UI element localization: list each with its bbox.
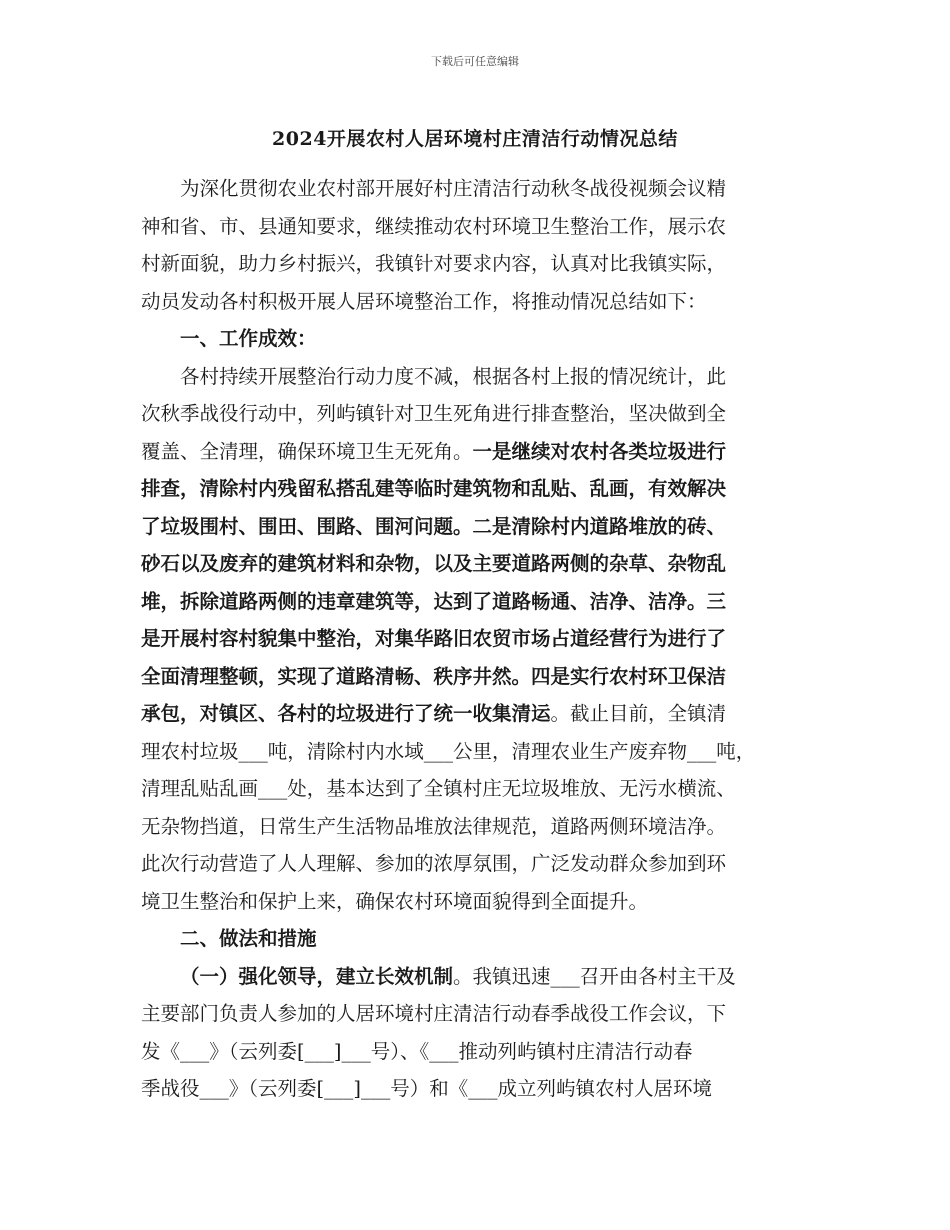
text-segment: 无杂物挡道，日常生产生活物品堆放法律规范，道路两侧环境洁净。: [141, 814, 727, 838]
text-line: [141, 583, 813, 621]
text-line: [141, 883, 813, 921]
text-line: [141, 433, 813, 471]
text-segment: 排查，清除村内残留私搭乱建等临时建筑物和乱贴、乱画，有效解决: [141, 477, 727, 500]
text-line: [141, 358, 813, 396]
text-segment: 发《___》（云列委[___]___号）、《___推动列屿镇村庄清洁行动春: [141, 1039, 693, 1063]
text-line: [141, 395, 813, 433]
text-line: [141, 695, 813, 733]
text-segment: 一、工作成效：: [180, 327, 317, 350]
text-line: [141, 245, 813, 283]
text-segment: 神和省、市、县通知要求，继续推动农村环境卫生整治工作，展示农: [141, 214, 727, 238]
text-line: [141, 733, 813, 771]
text-segment: 了垃圾围村、围田、围路、围河问题。二是清除村内道路堆放的砖、: [141, 514, 727, 538]
text-segment: 为深化贯彻农业农村部开展好村庄清洁行动秋冬战役视频会议精: [180, 177, 727, 200]
text-segment: 砂石以及废弃的建筑材料和杂物，以及主要道路两侧的杂草、杂物乱: [141, 552, 727, 575]
text-segment: 清理乱贴乱画___处，基本达到了全镇村庄无垃圾堆放、无污水横流、: [141, 777, 736, 800]
text-line: [141, 770, 813, 808]
text-segment: 。我镇迅速___召开由各村主干及: [453, 964, 736, 988]
text-line: [141, 208, 813, 246]
text-line: [141, 1033, 813, 1071]
text-segment: 一是继续对农村各类垃圾进行: [472, 439, 727, 463]
text-line: [141, 283, 813, 321]
text-segment: 季战役___》（云列委[___]___号）和《___成立列屿镇农村人居环境: [141, 1077, 712, 1100]
text-segment: 理农村垃圾___吨，清除村内水域___公里，清理农业生产废弃物___吨，: [141, 739, 756, 763]
text-segment: 承包，对镇区、各村的垃圾进行了统一收集清运: [141, 702, 551, 725]
text-line: [141, 170, 813, 208]
document-title: 2024开展农村人居环境村庄清洁行动情况总结: [272, 128, 678, 150]
text-line: [141, 620, 813, 658]
text-line: [141, 320, 813, 358]
text-segment: 此次行动营造了人人理解、参加的浓厚氛围，广泛发动群众参加到环: [141, 852, 727, 875]
text-line: [141, 470, 813, 508]
text-segment: 全面清理整顿，实现了道路清畅、秩序井然。四是实行农村环卫保洁: [141, 664, 727, 688]
text-segment: 。截止目前，全镇清: [550, 702, 727, 725]
text-line: [141, 995, 813, 1033]
text-segment: 是开展村容村貌集中整治，对集华路旧农贸市场占道经营行为进行了: [141, 627, 727, 650]
text-line: [141, 658, 813, 696]
text-line: [141, 508, 813, 546]
text-segment: 覆盖、全清理，确保环境卫生无死角。: [141, 439, 473, 463]
text-segment: 各村持续开展整治行动力度不减，根据各村上报的情况统计，此: [180, 364, 727, 388]
text-segment: 境卫生整治和保护上来，确保农村环境面貌得到全面提升。: [141, 889, 649, 913]
text-segment: 村新面貌，助力乡村振兴，我镇针对要求内容，认真对比我镇实际，: [141, 252, 727, 275]
text-segment: 动员发动各村积极开展人居环境整治工作，将推动情况总结如下：: [141, 289, 707, 313]
header-note: 下载后可任意编辑: [431, 55, 519, 68]
text-segment: 堆，拆除道路两侧的违章建筑等，达到了道路畅通、洁净、洁净。三: [141, 589, 727, 613]
text-segment: 主要部门负责人参加的人居环境村庄清洁行动春季战役工作会议，下: [141, 1002, 727, 1025]
text-line: [141, 845, 813, 883]
document-body: [141, 170, 813, 1108]
text-segment: 二、做法和措施: [180, 927, 317, 950]
text-line: [141, 808, 813, 846]
text-line: [141, 920, 813, 958]
text-line: [141, 958, 813, 996]
text-segment: （一）强化领导，建立长效机制: [180, 964, 454, 988]
text-line: [141, 545, 813, 583]
text-segment: 次秋季战役行动中，列屿镇针对卫生死角进行排查整治，坚决做到全: [141, 402, 727, 425]
text-line: [141, 1070, 813, 1108]
